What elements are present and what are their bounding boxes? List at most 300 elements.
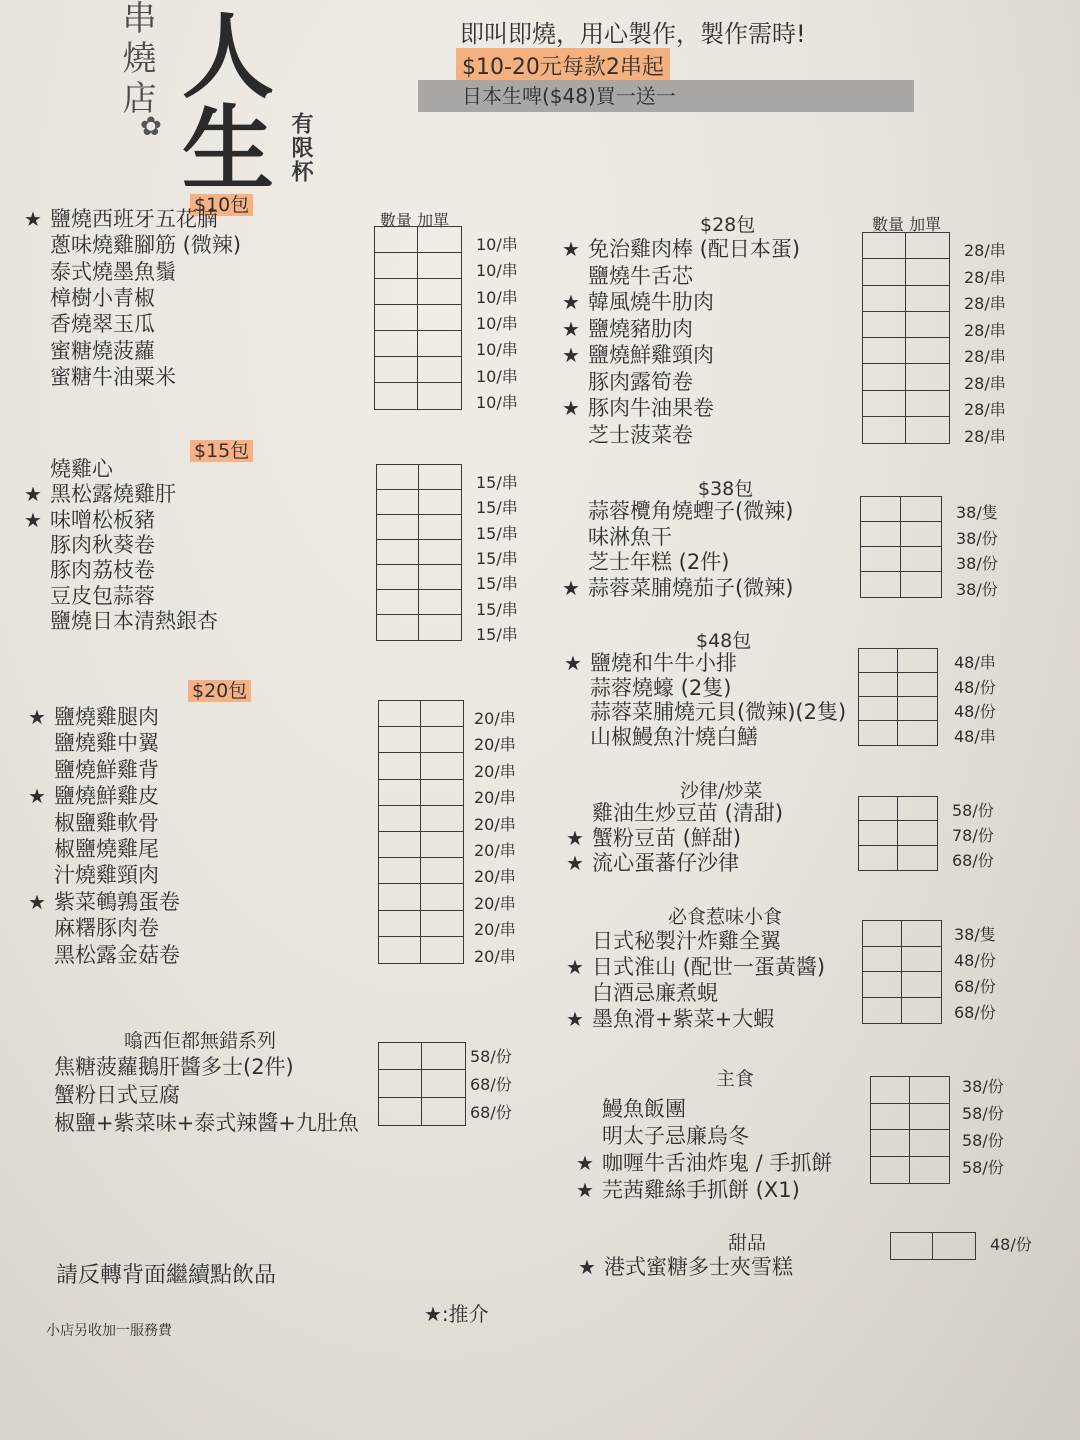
right-section-title	[698, 474, 753, 501]
add-order-cell[interactable]	[421, 832, 463, 858]
menu-item-price: 10/串	[476, 287, 518, 307]
menu-item	[576, 1123, 749, 1149]
star-icon: ★	[562, 575, 580, 600]
quantity-cell[interactable]	[871, 1130, 910, 1157]
left-section-title	[190, 436, 253, 463]
header-promo: $10-20元每款2串起	[456, 48, 670, 83]
menu-item	[28, 915, 159, 941]
quantity-cell[interactable]	[861, 572, 901, 597]
menu-item	[566, 980, 718, 1006]
star-icon: ★	[576, 1151, 594, 1175]
add-order-cell[interactable]	[419, 565, 461, 590]
add-order-cell[interactable]	[898, 846, 937, 870]
menu-item-name: 椒鹽燒雞尾	[54, 837, 159, 861]
menu-item	[24, 285, 155, 311]
menu-item	[28, 1054, 294, 1080]
add-order-cell[interactable]	[906, 391, 949, 417]
menu-item-price: 28/串	[964, 347, 1006, 366]
right-quantity-grid	[858, 648, 938, 746]
quantity-cell[interactable]	[377, 590, 419, 615]
quantity-cell[interactable]	[379, 884, 421, 910]
menu-item-price: 28/串	[964, 241, 1006, 260]
section-title-text: $28包	[700, 214, 756, 236]
menu-item-name: 白酒忌廉煮蜆	[592, 981, 718, 1005]
quantity-cell[interactable]	[377, 465, 419, 490]
menu-item	[566, 954, 825, 980]
add-order-cell[interactable]	[901, 522, 941, 547]
menu-item	[562, 575, 793, 601]
menu-item-price: 68/份	[952, 851, 994, 870]
menu-item-price: 20/串	[474, 841, 516, 860]
section-title-text: 必食惹味小食	[668, 906, 783, 928]
menu-item-price: 20/串	[474, 893, 516, 913]
menu-item-name: 椒鹽雞軟骨	[54, 810, 159, 835]
menu-item-name: 雞油生炒豆苗 (清甜)	[592, 801, 784, 825]
menu-item-name: 味噌松板豬	[50, 507, 155, 532]
quantity-cell[interactable]	[863, 233, 906, 259]
quantity-cell[interactable]	[379, 727, 421, 753]
menu-item-price: 28/串	[964, 400, 1006, 419]
quantity-cell[interactable]	[377, 540, 419, 565]
add-order-cell[interactable]	[898, 697, 937, 721]
quantity-cell[interactable]	[859, 846, 898, 870]
logo-side-text: 有限杯	[288, 112, 314, 184]
quantity-cell[interactable]	[861, 522, 901, 547]
menu-item-name: 汁燒雞頸肉	[54, 863, 159, 888]
menu-item-price: 58/份	[952, 801, 994, 820]
menu-item	[562, 524, 672, 550]
menu-item	[24, 456, 113, 482]
add-order-cell[interactable]	[902, 947, 941, 973]
menu-item-price: 38/份	[956, 554, 998, 573]
menu-item	[24, 557, 155, 583]
menu-item-name: 明太子忌廉烏冬	[602, 1124, 749, 1148]
star-icon: ★	[566, 826, 584, 850]
menu-item	[564, 675, 731, 701]
add-order-cell[interactable]	[422, 1070, 465, 1097]
quantity-cell[interactable]	[863, 417, 906, 443]
menu-item	[564, 724, 758, 750]
star-icon: ★	[24, 207, 42, 231]
menu-item	[566, 850, 739, 876]
quantity-cell[interactable]	[379, 1070, 422, 1097]
quantity-cell[interactable]	[379, 832, 421, 858]
section-title-text: $10包	[190, 194, 253, 216]
menu-item-price: 20/串	[474, 946, 516, 966]
quantity-cell[interactable]	[379, 1098, 422, 1125]
star-legend: ★:推介	[424, 1302, 489, 1326]
menu-item-price: 10/串	[476, 392, 518, 412]
menu-item	[24, 259, 176, 285]
add-order-cell[interactable]	[419, 490, 461, 515]
menu-item	[28, 1110, 359, 1136]
menu-item-name: 豚肉牛油果卷	[588, 396, 714, 420]
menu-item-price: 10/串	[476, 261, 518, 281]
add-order-cell[interactable]	[418, 331, 461, 357]
star-icon: ★	[28, 784, 46, 809]
quantity-cell[interactable]	[863, 998, 902, 1024]
menu-item	[28, 1082, 180, 1108]
quantity-cell[interactable]	[859, 721, 898, 745]
add-order-cell[interactable]	[901, 547, 941, 572]
add-order-cell[interactable]	[419, 590, 461, 615]
menu-item	[562, 316, 693, 342]
menu-item-name: 芫茜雞絲手抓餅 (X1)	[602, 1178, 800, 1202]
add-order-cell[interactable]	[901, 572, 941, 597]
right-section-title	[700, 210, 755, 237]
menu-item	[28, 783, 159, 809]
menu-item-name: 豚肉秋葵卷	[50, 532, 155, 557]
menu-item-price: 20/串	[474, 761, 516, 781]
add-order-cell[interactable]	[421, 806, 463, 832]
menu-item	[28, 730, 159, 756]
menu-item-name: 鹽燒鮮雞皮	[54, 784, 159, 809]
menu-item-price: 15/串	[476, 548, 518, 568]
add-order-cell[interactable]	[419, 515, 461, 540]
menu-item	[24, 232, 241, 258]
menu-item-name: 日式秘製汁炸雞全翼	[592, 929, 781, 953]
service-charge-note: 小店另收加一服務費	[46, 1323, 172, 1339]
menu-item-name: 香燒翠玉瓜	[50, 312, 155, 337]
section-title-text: 甜品	[728, 1232, 767, 1254]
add-order-cell[interactable]	[902, 972, 941, 998]
column-header-right: 數量 加單	[872, 215, 942, 234]
right-quantity-grid	[890, 1232, 976, 1260]
add-order-cell[interactable]	[933, 1233, 975, 1259]
menu-item-name: 山椒鰻魚汁燒白鱔	[590, 724, 758, 749]
star-icon: ★	[562, 237, 580, 261]
star-icon: ★	[562, 343, 580, 367]
menu-item-name: 蒜蓉欖角燒蟶子(微辣)	[588, 499, 794, 523]
menu-item-name: 蟹粉豆苗 (鮮甜)	[592, 826, 742, 850]
quantity-cell[interactable]	[375, 227, 418, 253]
menu-item-price: 48/份	[954, 677, 996, 697]
menu-item	[24, 311, 155, 337]
menu-item	[24, 532, 155, 558]
quantity-cell[interactable]	[375, 331, 418, 357]
star-icon: ★	[562, 290, 580, 314]
menu-item-name: 樟樹小青椒	[50, 285, 155, 310]
menu-item-price: 48/串	[954, 726, 996, 746]
menu-item	[24, 338, 155, 364]
add-order-cell[interactable]	[898, 797, 937, 821]
add-order-cell[interactable]	[898, 649, 937, 673]
quantity-cell[interactable]	[863, 338, 906, 364]
menu-item-price: 38/份	[962, 1077, 1004, 1096]
menu-item-price: 48/份	[954, 951, 996, 970]
menu-item-price: 48/串	[954, 653, 996, 672]
menu-item-name: 豆皮包蒜蓉	[50, 583, 155, 608]
menu-item-name: 椒鹽+紫菜味+泰式辣醬+九肚魚	[54, 1111, 359, 1135]
menu-item-name: 蒜蓉菜脯燒茄子(微辣)	[588, 575, 794, 600]
menu-item-price: 20/串	[474, 735, 516, 755]
menu-item-name: 鹽燒雞中翼	[54, 731, 159, 756]
menu-item-name: 鰻魚飯團	[602, 1097, 686, 1121]
menu-item-price: 38/份	[956, 579, 998, 599]
menu-item	[566, 825, 741, 851]
left-quantity-grid	[378, 1042, 466, 1126]
add-order-cell[interactable]	[902, 921, 941, 947]
quantity-cell[interactable]	[891, 1233, 933, 1259]
add-order-cell[interactable]	[418, 227, 461, 253]
right-quantity-grid	[870, 1076, 950, 1184]
add-order-cell[interactable]	[421, 727, 463, 753]
menu-item-name: 日式淮山 (配世一蛋黃醬)	[592, 955, 826, 979]
menu-item-name: 鹽燒日本清熱銀杏	[50, 608, 218, 633]
menu-item-name: 鹽燒豬肋肉	[588, 316, 693, 341]
right-quantity-grid	[862, 920, 942, 1024]
menu-item-name: 味淋魚干	[588, 524, 672, 549]
right-quantity-grid	[862, 232, 950, 444]
section-title-text: $15包	[190, 440, 253, 462]
quantity-cell[interactable]	[863, 364, 906, 390]
menu-item-price: 68/份	[470, 1075, 512, 1094]
quantity-cell[interactable]	[377, 615, 419, 640]
menu-item	[562, 289, 714, 315]
menu-item-price: 15/串	[476, 523, 518, 543]
left-section-title	[188, 676, 251, 703]
menu-item	[28, 757, 159, 783]
add-order-cell[interactable]	[906, 338, 949, 364]
quantity-cell[interactable]	[863, 972, 902, 998]
menu-item	[562, 369, 693, 395]
menu-item	[28, 810, 159, 836]
quantity-cell[interactable]	[863, 259, 906, 285]
column-header-left: 數量 加單	[380, 211, 450, 230]
menu-item-name: 鹽燒和牛牛小排	[590, 651, 737, 675]
add-order-cell[interactable]	[418, 279, 461, 305]
menu-item-name: 蒜蓉燒蠔 (2隻)	[590, 675, 732, 700]
add-order-cell[interactable]	[898, 721, 937, 745]
menu-item-price: 58/份	[962, 1104, 1004, 1123]
add-order-cell[interactable]	[906, 364, 949, 390]
menu-item-price: 15/串	[476, 599, 518, 619]
add-order-cell[interactable]	[906, 417, 949, 443]
add-order-cell[interactable]	[910, 1077, 949, 1104]
add-order-cell[interactable]	[910, 1157, 949, 1184]
right-section-title	[728, 1228, 766, 1255]
star-icon: ★	[24, 482, 42, 507]
menu-item-name: 蔥味燒雞腳筋 (微辣)	[50, 233, 242, 258]
menu-item	[28, 704, 159, 730]
add-order-cell[interactable]	[906, 259, 949, 285]
menu-item-price: 28/串	[964, 373, 1006, 393]
star-icon: ★	[566, 851, 584, 875]
menu-item	[562, 395, 714, 421]
right-section-title	[696, 626, 751, 653]
logo-small-text: 串燒店	[116, 0, 156, 120]
menu-item	[566, 928, 781, 954]
menu-item-price: 10/串	[476, 340, 518, 360]
right-section-title	[716, 1064, 754, 1091]
add-order-cell[interactable]	[421, 937, 463, 963]
menu-item	[576, 1096, 686, 1122]
menu-item	[24, 206, 218, 232]
add-order-cell[interactable]	[419, 615, 461, 640]
left-quantity-grid	[374, 226, 462, 410]
butterfly-icon: ✿	[140, 112, 162, 142]
section-title-text: $20包	[188, 680, 251, 702]
menu-item	[576, 1150, 832, 1176]
right-section-title	[668, 902, 782, 929]
menu-item-price: 58/份	[962, 1158, 1004, 1177]
menu-item-name: 韓風燒牛肋肉	[588, 290, 714, 314]
menu-item-price: 28/串	[964, 426, 1006, 446]
menu-item-name: 咖喱牛舌油炸鬼 / 手抓餅	[602, 1151, 833, 1175]
add-order-cell[interactable]	[418, 305, 461, 331]
quantity-cell[interactable]	[863, 947, 902, 973]
quantity-cell[interactable]	[379, 753, 421, 779]
menu-item-name: 蜜糖燒菠蘿	[50, 338, 155, 363]
quantity-cell[interactable]	[375, 279, 418, 305]
star-icon: ★	[564, 651, 582, 675]
add-order-cell[interactable]	[418, 253, 461, 279]
quantity-cell[interactable]	[863, 921, 902, 947]
quantity-cell[interactable]	[375, 383, 418, 409]
add-order-cell[interactable]	[422, 1043, 465, 1070]
menu-item-name: 鹽燒西班牙五花腩	[50, 207, 218, 231]
add-order-cell[interactable]	[419, 540, 461, 565]
menu-item-price: 28/串	[964, 320, 1006, 340]
add-order-cell[interactable]	[421, 753, 463, 779]
menu-item	[562, 263, 693, 289]
add-order-cell[interactable]	[898, 673, 937, 697]
menu-item-price: 15/串	[476, 624, 518, 644]
menu-item-price: 48/份	[954, 702, 996, 721]
quantity-cell[interactable]	[859, 649, 898, 673]
section-title-text: 噏西佢都無錯系列	[124, 1030, 277, 1052]
add-order-cell[interactable]	[901, 497, 941, 522]
add-order-cell[interactable]	[422, 1098, 465, 1125]
menu-item-name: 港式蜜糖多士夾雪糕	[604, 1255, 793, 1279]
menu-item-name: 墨魚滑+紫菜+大蝦	[592, 1007, 775, 1031]
menu-item	[562, 549, 729, 575]
star-icon: ★	[28, 889, 46, 914]
menu-item-price: 68/份	[954, 977, 996, 996]
menu-item	[576, 1177, 800, 1203]
quantity-cell[interactable]	[859, 821, 898, 845]
menu-item-name: 紫菜鵪鶉蛋卷	[54, 889, 180, 914]
add-order-cell[interactable]	[421, 701, 463, 727]
menu-item-name: 黑松露金菇卷	[54, 942, 180, 967]
add-order-cell[interactable]	[421, 911, 463, 937]
right-section-title	[680, 776, 762, 803]
menu-item	[578, 1254, 793, 1280]
quantity-cell[interactable]	[863, 286, 906, 312]
menu-item-name: 芝士年糕 (2件)	[588, 550, 730, 574]
add-order-cell[interactable]	[418, 357, 461, 383]
add-order-cell[interactable]	[421, 884, 463, 910]
menu-item	[24, 481, 176, 507]
section-title-text: 沙律/炒菜	[680, 780, 763, 802]
menu-item-price: 20/串	[474, 867, 516, 887]
menu-item-name: 蜜糖牛油粟米	[50, 364, 176, 389]
menu-item-name: 蟹粉日式豆腐	[54, 1083, 180, 1107]
menu-item-price: 38/份	[956, 528, 998, 548]
menu-item-price: 15/串	[476, 574, 518, 594]
add-order-cell[interactable]	[898, 821, 937, 845]
menu-item	[28, 836, 159, 862]
star-icon: ★	[28, 705, 46, 729]
add-order-cell[interactable]	[902, 998, 941, 1024]
quantity-cell[interactable]	[379, 780, 421, 806]
menu-item-price: 58/份	[962, 1131, 1004, 1150]
quantity-cell[interactable]	[377, 565, 419, 590]
menu-item-price: 10/串	[476, 366, 518, 386]
menu-item-name: 鹽燒鮮雞頸肉	[588, 343, 714, 367]
quantity-cell[interactable]	[859, 673, 898, 697]
star-icon: ★	[578, 1255, 596, 1279]
star-icon: ★	[566, 955, 584, 979]
quantity-cell[interactable]	[871, 1157, 910, 1184]
menu-item	[564, 699, 846, 725]
menu-item-price: 15/串	[476, 473, 518, 492]
quantity-cell[interactable]	[375, 305, 418, 331]
quantity-cell[interactable]	[863, 391, 906, 417]
menu-item-price: 78/份	[952, 826, 994, 845]
menu-item	[24, 364, 176, 390]
menu-item-name: 鹽燒牛舌芯	[588, 263, 693, 288]
quantity-cell[interactable]	[863, 312, 906, 338]
add-order-cell[interactable]	[906, 286, 949, 312]
quantity-cell[interactable]	[379, 858, 421, 884]
menu-item	[28, 862, 159, 888]
menu-item-price: 48/份	[990, 1235, 1032, 1254]
menu-item-price: 20/串	[474, 920, 516, 940]
add-order-cell[interactable]	[418, 383, 461, 409]
quantity-cell[interactable]	[375, 253, 418, 279]
add-order-cell[interactable]	[910, 1104, 949, 1131]
add-order-cell[interactable]	[906, 233, 949, 259]
add-order-cell[interactable]	[906, 312, 949, 338]
quantity-cell[interactable]	[379, 911, 421, 937]
quantity-cell[interactable]	[871, 1077, 910, 1104]
menu-item	[28, 942, 180, 968]
quantity-cell[interactable]	[861, 547, 901, 572]
menu-item	[24, 583, 155, 609]
menu-item	[562, 342, 714, 368]
right-quantity-grid	[858, 796, 938, 871]
add-order-cell[interactable]	[421, 780, 463, 806]
menu-item	[24, 507, 155, 533]
menu-item	[562, 422, 693, 448]
quantity-cell[interactable]	[377, 515, 419, 540]
star-icon: ★	[24, 507, 42, 532]
header-slogan: 即叫即燒，用心製作，製作需時!	[460, 20, 806, 48]
menu-item-name: 燒雞心	[50, 457, 113, 481]
quantity-cell[interactable]	[859, 697, 898, 721]
quantity-cell[interactable]	[375, 357, 418, 383]
menu-item-price: 10/串	[476, 313, 518, 333]
quantity-cell[interactable]	[379, 806, 421, 832]
add-order-cell[interactable]	[421, 858, 463, 884]
menu-item-price: 20/串	[474, 788, 516, 808]
quantity-cell[interactable]	[871, 1104, 910, 1131]
add-order-cell[interactable]	[419, 465, 461, 490]
add-order-cell[interactable]	[910, 1130, 949, 1157]
menu-item-name: 豚肉露筍卷	[588, 369, 693, 394]
menu-item-name: 鹽燒雞腿肉	[54, 705, 159, 729]
menu-item-name: 豚肉荔枝卷	[50, 558, 155, 583]
quantity-cell[interactable]	[379, 701, 421, 727]
menu-item-name: 芝士菠菜卷	[588, 422, 693, 447]
quantity-cell[interactable]	[859, 797, 898, 821]
quantity-cell[interactable]	[379, 937, 421, 963]
quantity-cell[interactable]	[379, 1043, 422, 1070]
quantity-cell[interactable]	[377, 490, 419, 515]
quantity-cell[interactable]	[861, 497, 901, 522]
menu-item	[24, 608, 218, 634]
